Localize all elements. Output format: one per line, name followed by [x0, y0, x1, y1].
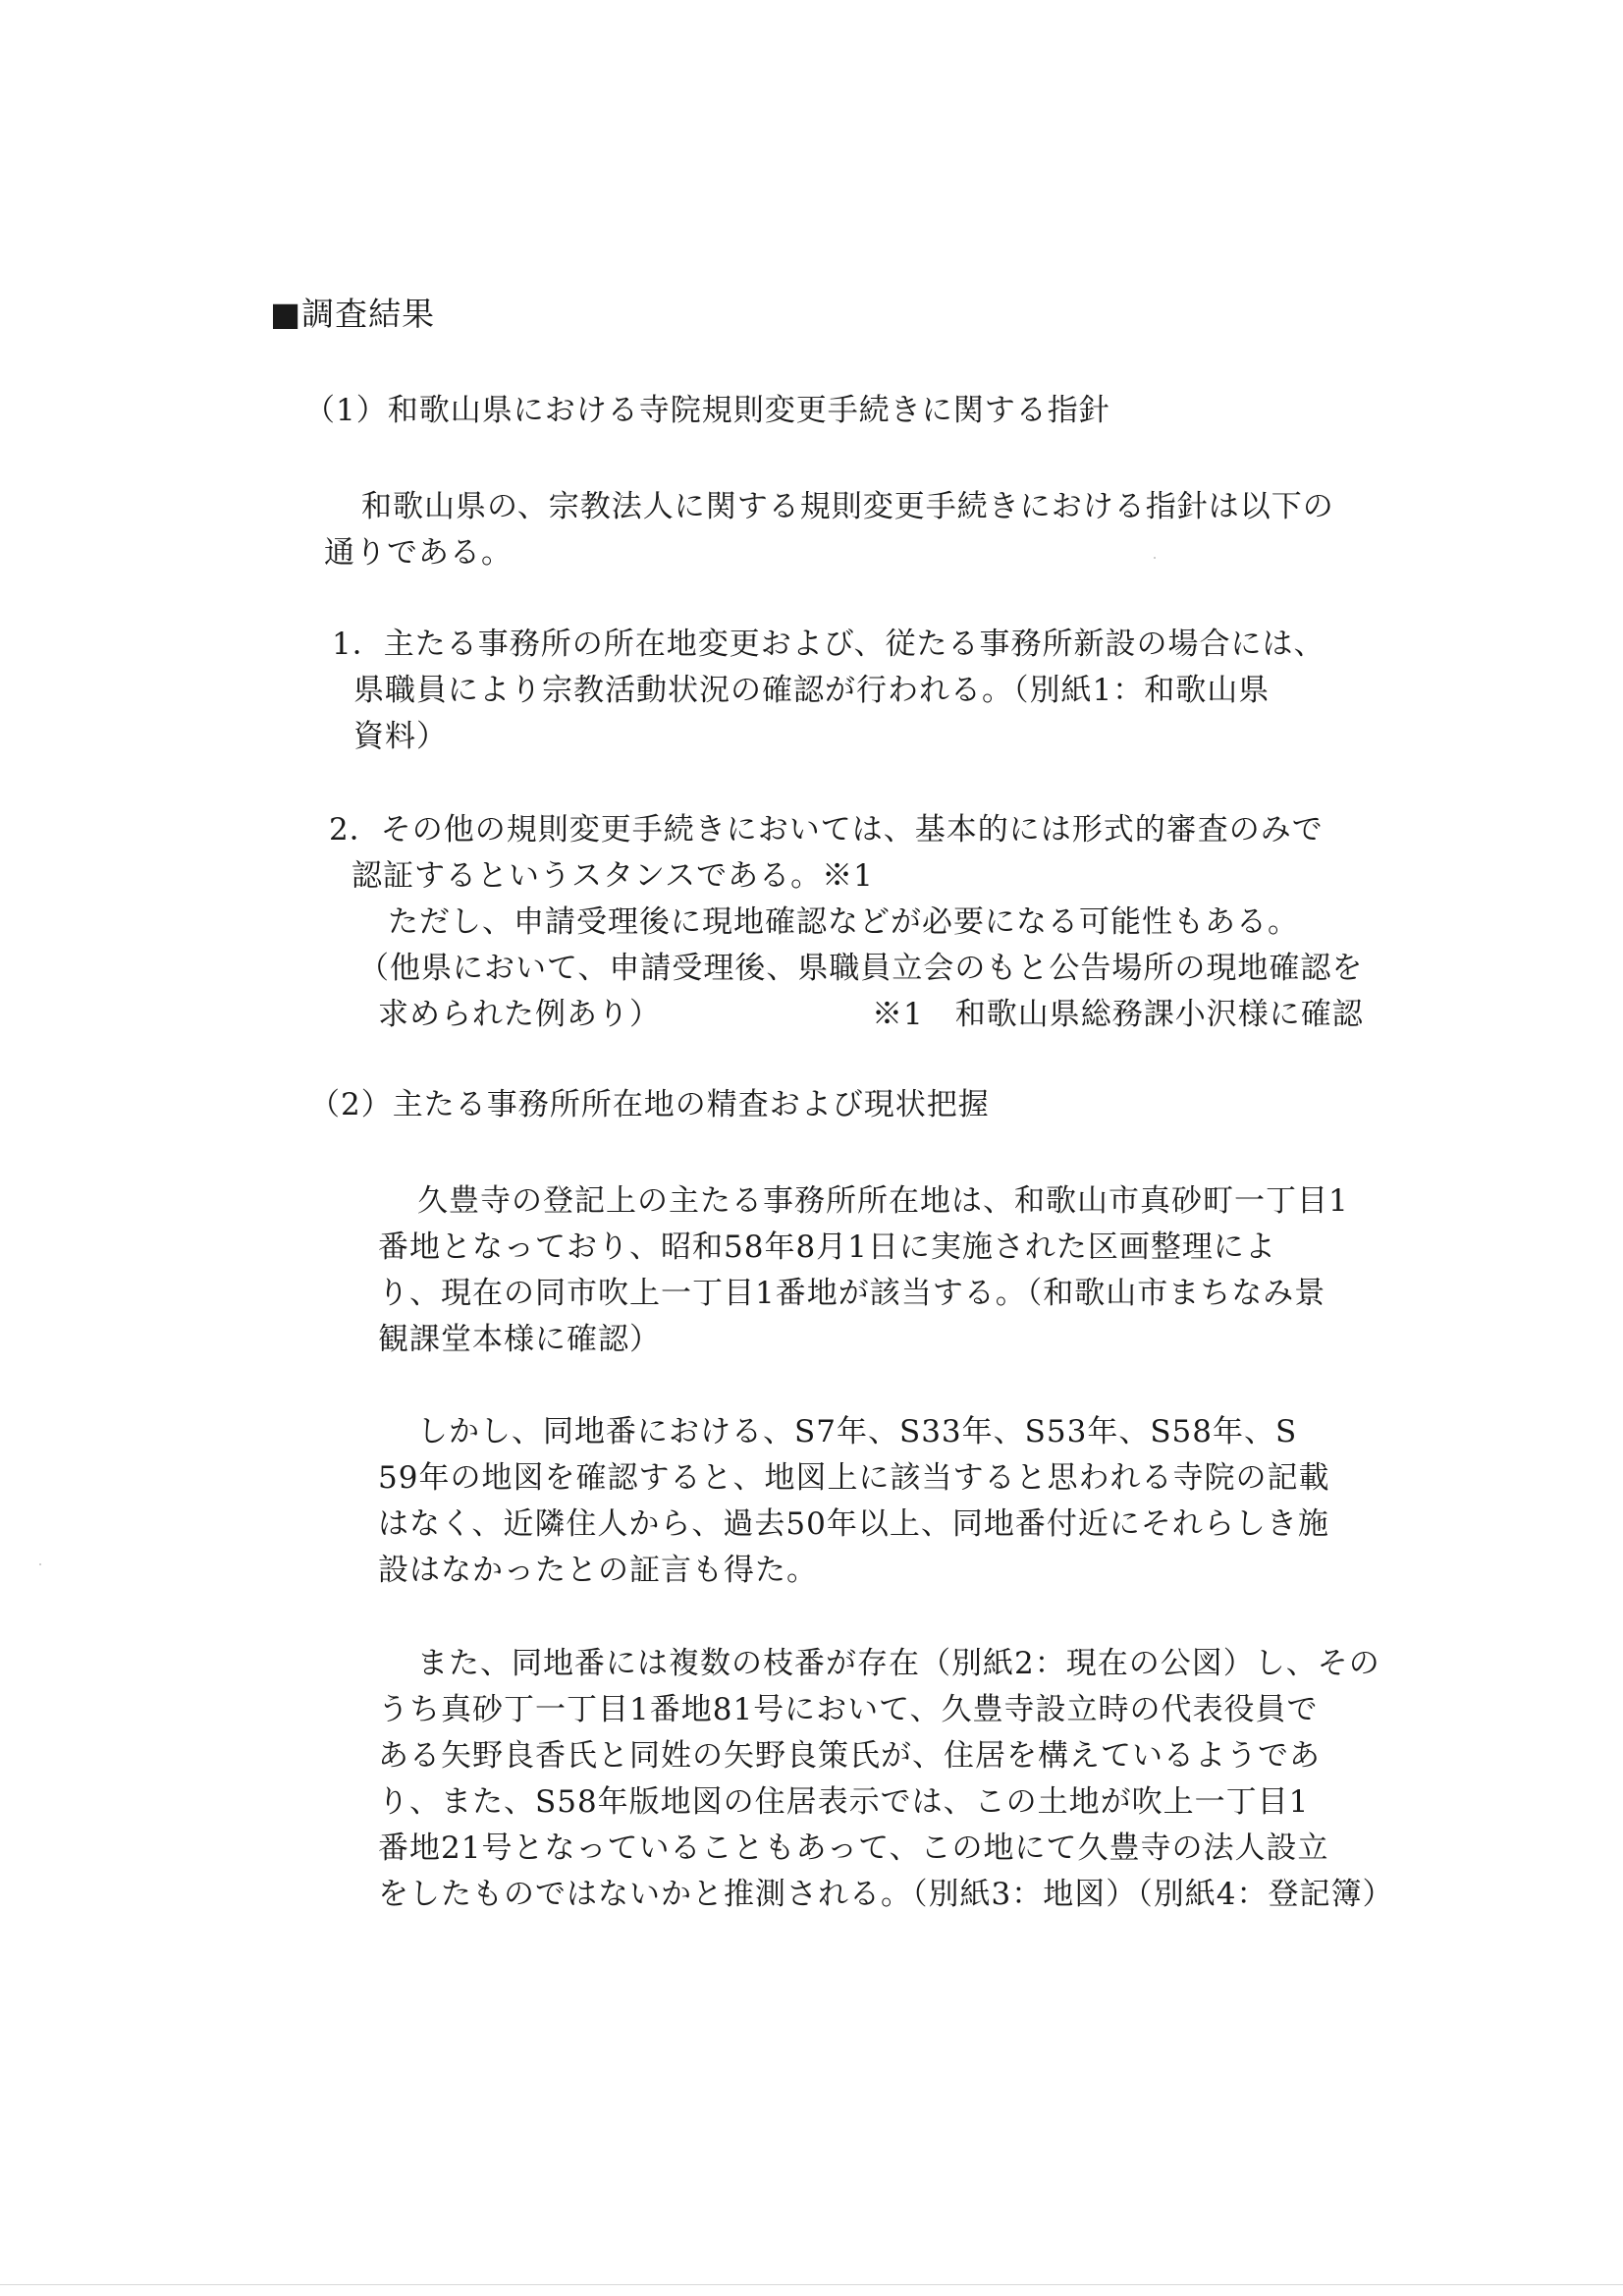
item2-line: （他県において、申請受理後、県職員立会のもと公告場所の現地確認を — [358, 951, 1364, 986]
section2-title: （2）主たる事務所所在地の精査および現状把握 — [309, 1087, 990, 1122]
footnote: ※1 和歌山県総務課小沢様に確認 — [872, 997, 1364, 1032]
scan-edge-line — [0, 2284, 1623, 2285]
section-heading: ■調査結果 — [270, 295, 436, 333]
item2-line: 2．その他の規則変更手続きにおいては、基本的には形式的審査のみで — [329, 812, 1324, 847]
para3-line: をしたものではないかと推測される。（別紙3：地図）（別紙4：登記簿） — [378, 1877, 1394, 1912]
section1-title: （1）和歌山県における寺院規則変更手続きに関する指針 — [304, 393, 1110, 428]
para3-line: また、同地番には複数の枝番が存在（別紙2：現在の公図）し、その — [417, 1646, 1380, 1681]
item2-line: 認証するというスタンスである。※1 — [352, 858, 874, 894]
para2-line: 設はなかったとの証言も得た。 — [378, 1553, 818, 1588]
item2-line: ただし、申請受理後に現地確認などが必要になる可能性もある。 — [388, 904, 1299, 940]
item1-line: 1．主たる事務所の所在地変更および、従たる事務所新設の場合には、 — [332, 627, 1325, 662]
section1-intro-line: 和歌山県の、宗教法人に関する規則変更手続きにおける指針は以下の — [361, 489, 1334, 524]
item2-line: 求められた例あり） — [378, 997, 661, 1032]
scan-speck — [39, 1563, 41, 1565]
para1-line: 番地となっており、昭和58年8月1日に実施された区画整理によ — [378, 1230, 1276, 1265]
para2-line: しかし、同地番における、S7年、S33年、S53年、S58年、S — [417, 1414, 1298, 1449]
scan-speck — [1154, 557, 1156, 559]
para3-line: 番地21号となっていることもあって、この地にて久豊寺の法人設立 — [378, 1831, 1329, 1866]
para1-line: 久豊寺の登記上の主たる事務所所在地は、和歌山市真砂町一丁目1 — [417, 1183, 1349, 1219]
para2-line: 59年の地図を確認すると、地図上に該当すると思われる寺院の記載 — [378, 1460, 1330, 1496]
para3-line: うち真砂丁一丁目1番地81号において、久豊寺設立時の代表役員で — [378, 1692, 1319, 1727]
section1-intro-line: 通りである。 — [324, 535, 513, 571]
para2-line: はなく、近隣住人から、過去50年以上、同地番付近にそれらしき施 — [378, 1506, 1329, 1542]
para1-line: 観課堂本様に確認） — [378, 1322, 661, 1357]
para1-line: り、現在の同市吹上一丁目1番地が該当する。（和歌山市まちなみ景 — [378, 1276, 1326, 1311]
item1-line: 県職員により宗教活動状況の確認が行われる。（別紙1：和歌山県 — [353, 673, 1271, 708]
para3-line: り、また、S58年版地図の住居表示では、この土地が吹上一丁目1 — [378, 1784, 1310, 1820]
para3-line: ある矢野良香氏と同姓の矢野良策氏が、住居を構えているようであ — [378, 1738, 1321, 1774]
item1-line: 資料） — [353, 719, 448, 754]
